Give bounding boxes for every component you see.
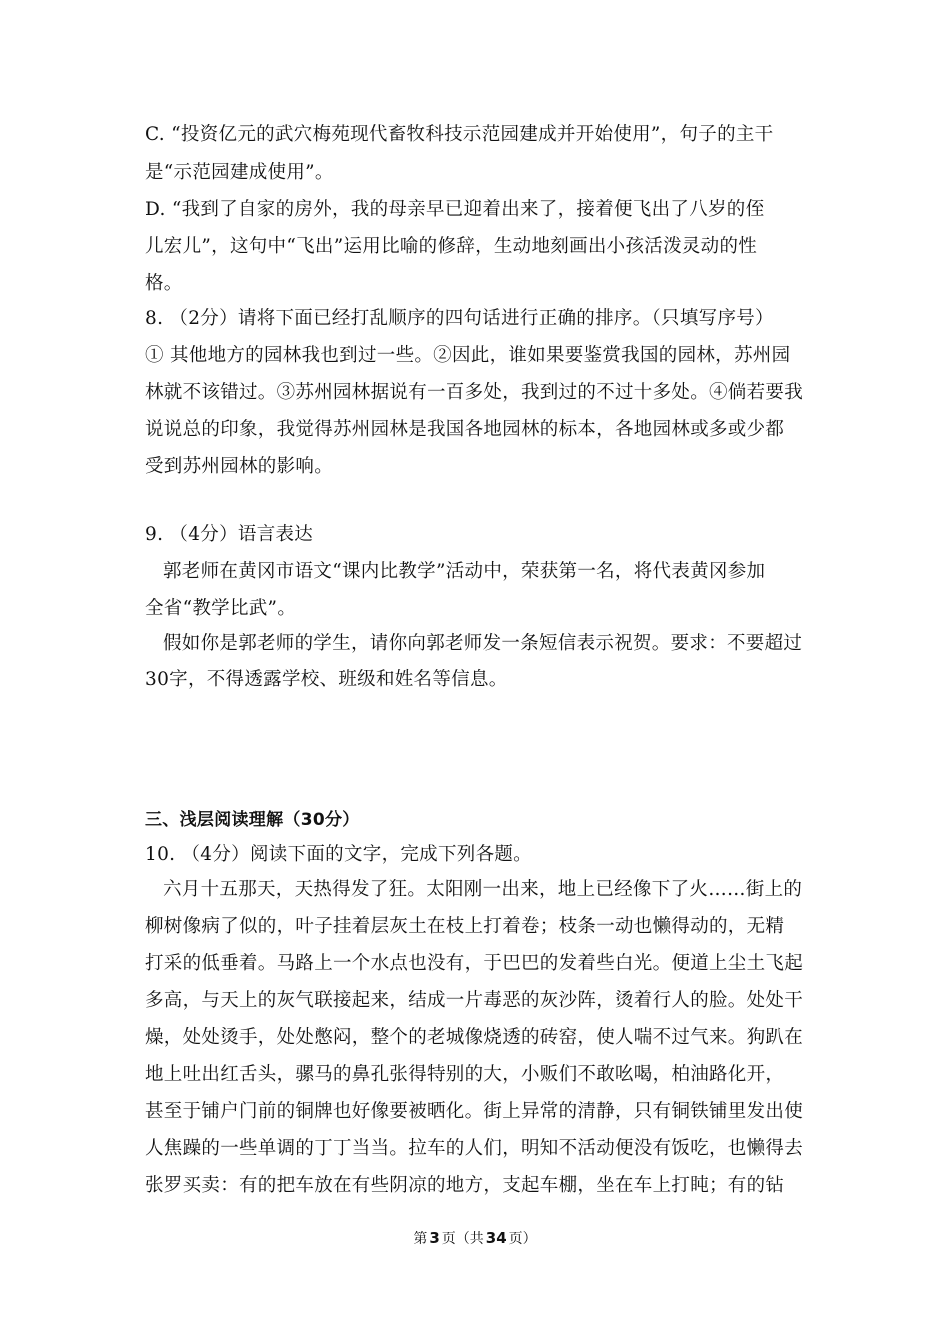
question-10-passage-line: 多高，与天上的灰气联接起来，结成一片毒恶的灰沙阵，烫着行人的脸。处处干 — [145, 990, 804, 1011]
option-d-line-3: 格。 — [145, 273, 183, 294]
question-9-paragraph-2-line-2: 30字，不得透露学校、班级和姓名等信息。 — [145, 669, 508, 690]
question-10-passage-line: 张罗买卖：有的把车放在有些阴凉的地方，支起车棚，坐在车上打盹；有的钻 — [145, 1175, 785, 1196]
question-10-passage-line: 甚至于铺户门前的铜牌也好像要被晒化。街上异常的清静，只有铜铁铺里发出使 — [145, 1101, 804, 1122]
footer-page-number: 3 — [429, 1229, 440, 1247]
question-10-passage-line: 人焦躁的一些单调的丁丁当当。拉车的人们，明知不活动便没有饭吃，也懒得去 — [145, 1138, 804, 1159]
question-10-title: 10. （4分）阅读下面的文字，完成下列各题。 — [145, 844, 532, 865]
option-c-line-1: C. “投资亿元的武穴梅苑现代畜牧科技示范园建成并开始使用”，句子的主干 — [145, 124, 774, 145]
question-10-passage-line: 打采的低垂着。马路上一个水点也没有，于巴巴的发着些白光。便道上尘土飞起 — [145, 953, 804, 974]
section-3-heading: 三、浅层阅读理解（30分） — [145, 810, 360, 830]
question-8-line: 林就不该错过。③苏州园林据说有一百多处，我到过的不过十多处。④倘若要我 — [145, 382, 804, 403]
footer-total-pages: 34 — [485, 1229, 507, 1247]
question-8-title: 8. （2分）请将下面已经打乱顺序的四句话进行正确的排序。（只填写序号） — [145, 308, 774, 329]
question-9-title: 9. （4分）语言表达 — [145, 524, 314, 545]
question-10-passage-first-line: 六月十五那天，天热得发了狂。太阳刚一出来，地上已经像下了火……街上的 — [163, 879, 803, 900]
page-footer — [0, 1228, 950, 1249]
option-c-line-2: 是“示范园建成使用”。 — [145, 162, 334, 183]
footer-suffix: 页） — [508, 1231, 537, 1247]
question-10-passage-line: 燥，处处烫手，处处憋闷，整个的老城像烧透的砖窑，使人喘不过气来。狗趴在 — [145, 1027, 804, 1048]
question-8-line: 说说总的印象，我觉得苏州园林是我国各地园林的标本，各地园林或多或少都 — [145, 419, 785, 440]
question-10-passage-line: 地上吐出红舌头，骡马的鼻孔张得特别的大，小贩们不敢吆喝，柏油路化开， — [145, 1064, 785, 1085]
question-9-paragraph-2-line-1: 假如你是郭老师的学生，请你向郭老师发一条短信表示祝贺。要求：不要超过 — [163, 633, 803, 654]
option-d-line-1: D. “我到了自家的房外，我的母亲早已迎着出来了，接着便飞出了八岁的侄 — [145, 199, 765, 220]
footer-prefix: 第 — [413, 1231, 428, 1247]
footer-middle: 页（共 — [441, 1231, 484, 1247]
option-d-line-2: 儿宏儿”，这句中“飞出”运用比喻的修辞，生动地刻画出小孩活泼灵动的性 — [145, 236, 758, 257]
question-8-line: ① 其他地方的园林我也到过一些。②因此，谁如果要鉴赏我国的园林，苏州园 — [145, 345, 791, 366]
question-10-passage-line: 柳树像病了似的，叶子挂着层灰土在枝上打着卷；枝条一动也懒得动的，无精 — [145, 916, 785, 937]
question-9-paragraph-1-line-2: 全省“教学比武”。 — [145, 598, 297, 619]
question-9-paragraph-1-line-1: 郭老师在黄冈市语文“课内比教学”活动中，荣获第一名，将代表黄冈参加 — [163, 561, 766, 582]
question-8-line: 受到苏州园林的影响。 — [145, 456, 334, 477]
